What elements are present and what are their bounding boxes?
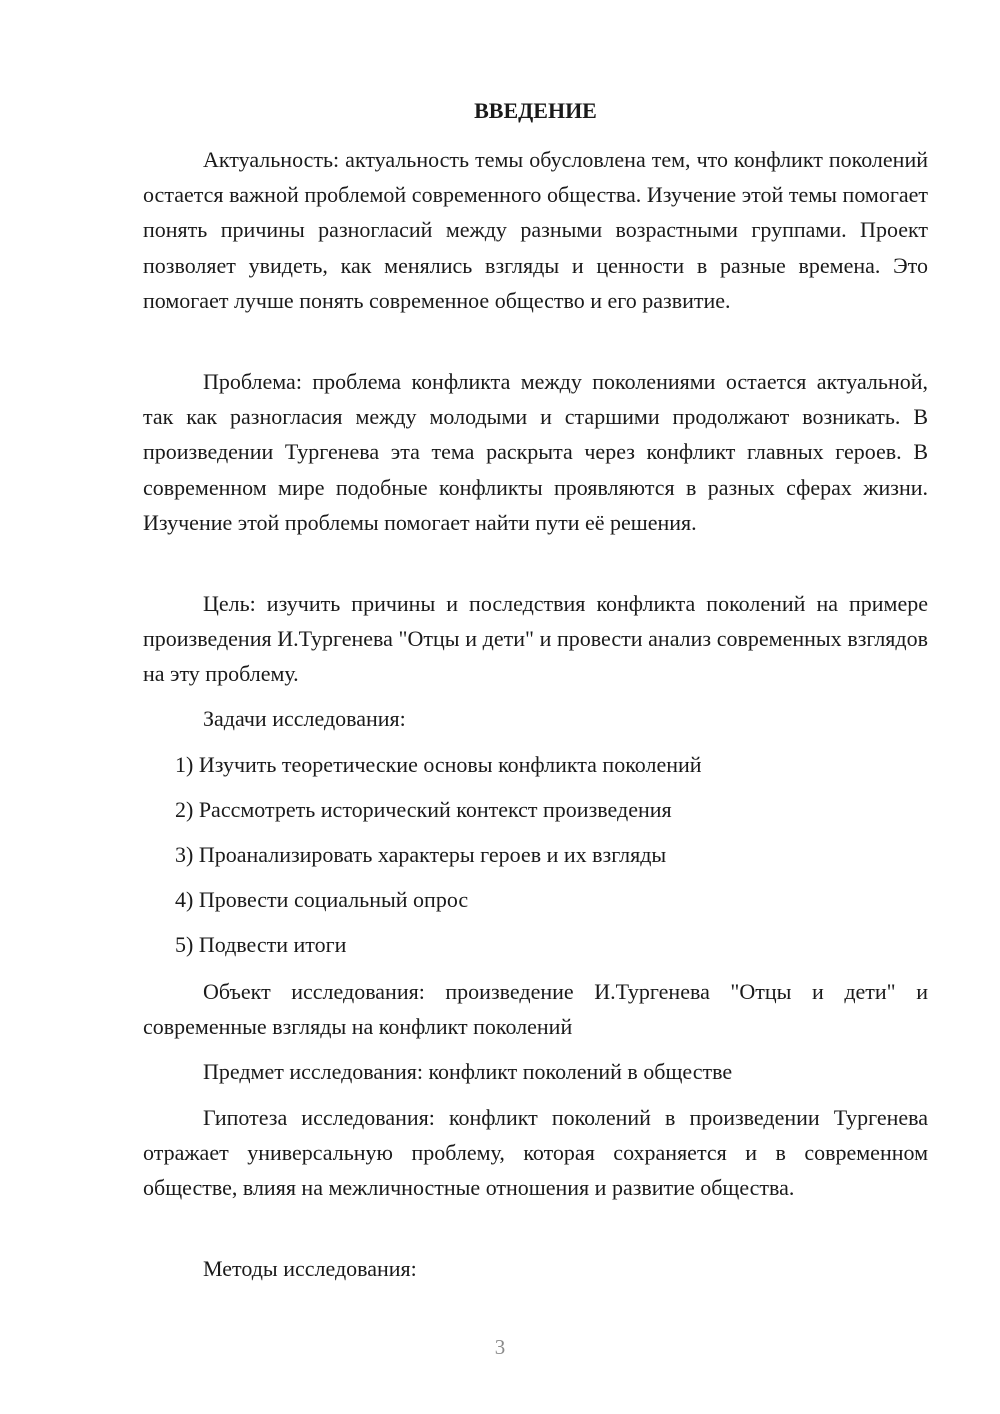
subject-block: [143, 1057, 928, 1087]
subject-paragraph: Предмет исследования: конфликт поколений в обществе: [203, 1059, 733, 1084]
task-item-5: 5) Подвести итоги: [175, 932, 347, 957]
methods-title: Методы исследования:: [203, 1256, 417, 1281]
task-3-block: [143, 840, 928, 870]
hypothesis-block: [143, 1100, 928, 1206]
task-item-3: 3) Проанализировать характеры героев и их взгляды: [175, 842, 667, 867]
task-item-4: 4) Провести социальный опрос: [175, 887, 469, 912]
problem-block: [143, 364, 928, 540]
task-1-block: [143, 750, 928, 780]
task-item-2: 2) Рассмотреть исторический контекст произведения: [175, 797, 672, 822]
page-number: 3: [494, 1335, 506, 1359]
tasks-title: Задачи исследования:: [203, 706, 406, 731]
hypothesis-paragraph: Гипотеза исследования: конфликт поколений в произведении Тургенева отражает универсальную проблему, которая сохраняется и в современном обществе, влияя на межличностные отношения и развитие общества.: [143, 1105, 928, 1201]
goal-block: [143, 586, 928, 692]
tasks-title-block: [143, 704, 928, 734]
relevance-paragraph: Актуальность: актуальность темы обусловлена тем, что конфликт поколений остается важной проблемой современного общества. Изучение этой темы помогает понять причины разногласий между разными возрастными группами. Проект позволяет увидеть, как менялись взгляды и ценности в разные времена. Это помогает лучше понять современное общество и его развитие.: [143, 147, 928, 313]
methods-title-block: [143, 1254, 928, 1284]
task-2-block: [143, 795, 928, 825]
section-heading: ВВЕДЕНИЕ: [474, 98, 597, 123]
object-paragraph: Объект исследования: произведение И.Тургенева "Отцы и дети" и современные взгляды на конфликт поколений: [143, 979, 928, 1040]
task-5-block: [143, 930, 928, 960]
object-block: [143, 974, 928, 1044]
task-4-block: [143, 885, 928, 915]
goal-paragraph: Цель: изучить причины и последствия конфликта поколений на примере произведения И.Тургенева "Отцы и дети" и провести анализ современных взглядов на эту проблему.: [143, 591, 928, 687]
problem-paragraph: Проблема: проблема конфликта между поколениями остается актуальной, так как разногласия между молодыми и старшими продолжают возникать. В произведении Тургенева эта тема раскрыта через конфликт главных героев. В современном мире подобные конфликты проявляются в разных сферах жизни. Изучение этой проблемы помогает найти пути её решения.: [143, 369, 928, 535]
task-item-1: 1) Изучить теоретические основы конфликта поколений: [175, 752, 702, 777]
relevance-block: [143, 142, 928, 318]
